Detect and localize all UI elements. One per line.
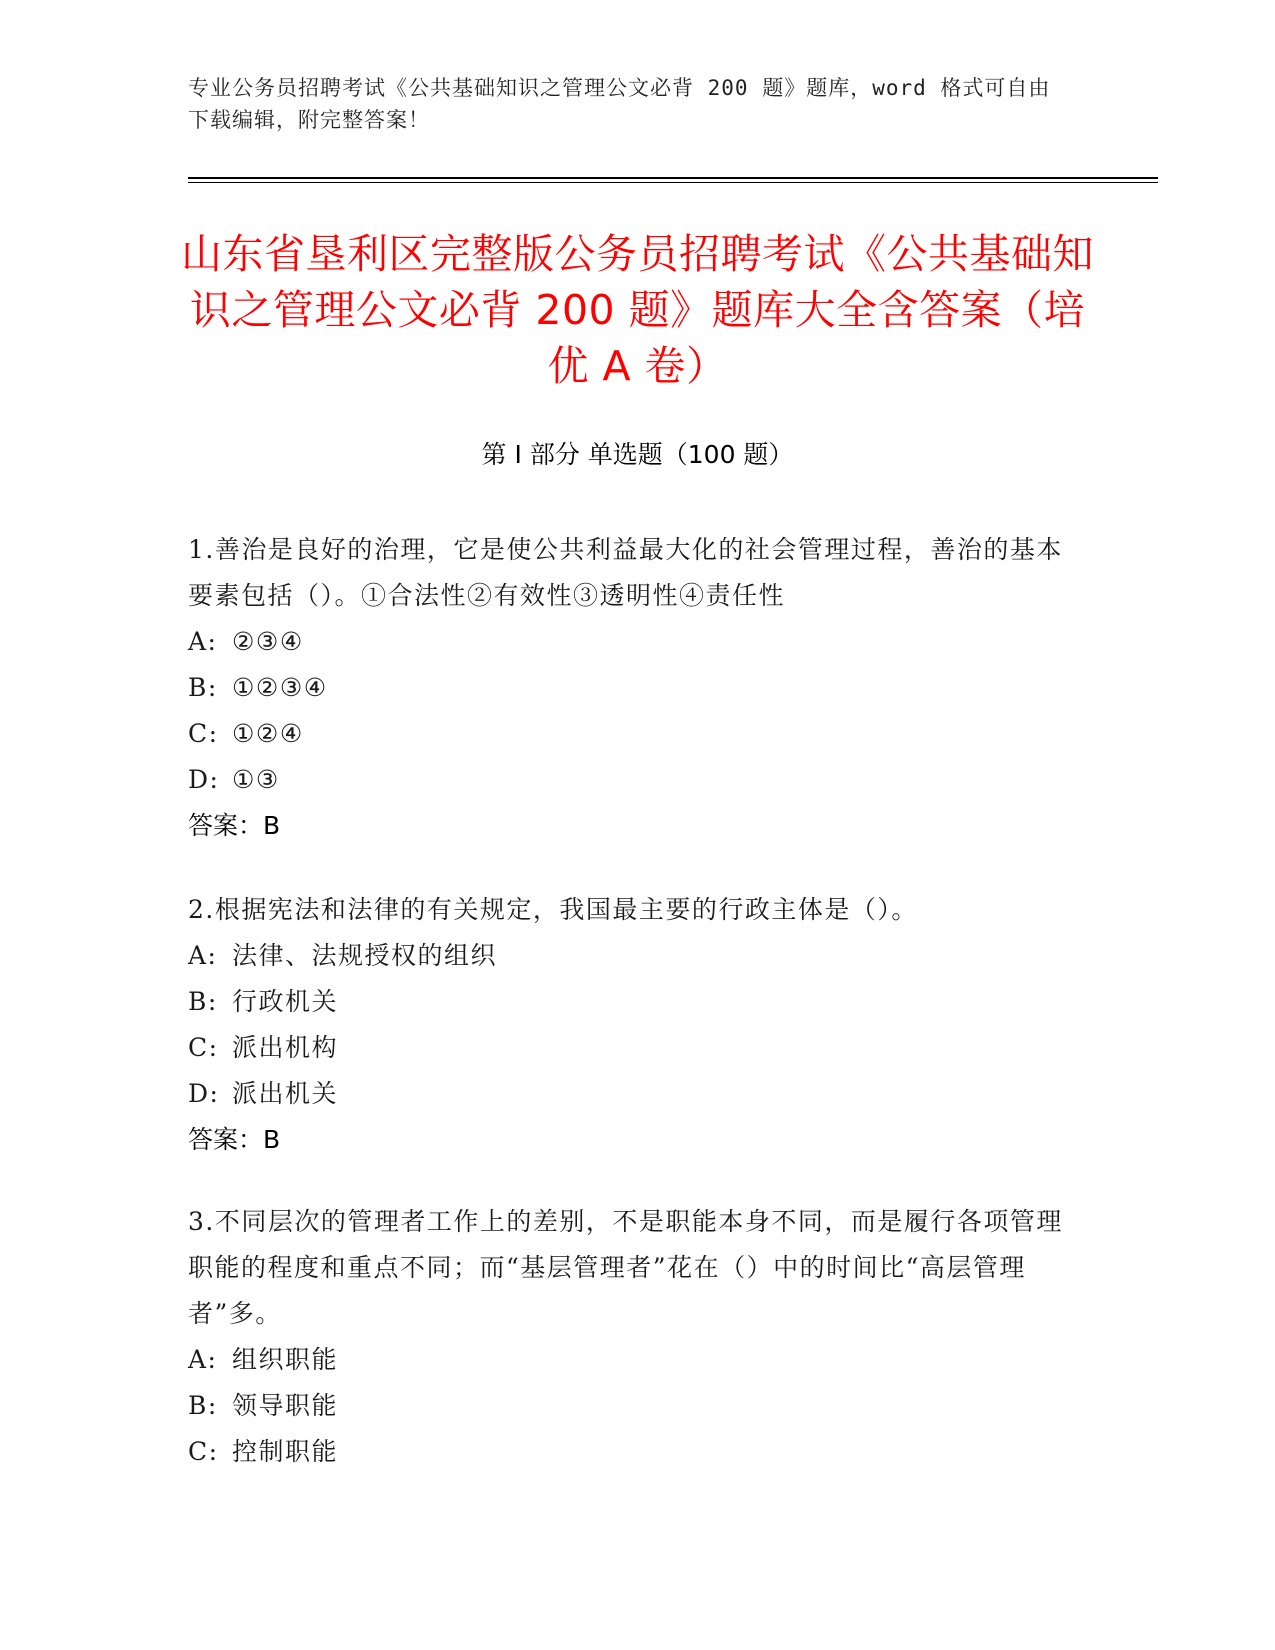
option-c bbox=[188, 711, 1068, 757]
option-a bbox=[188, 1337, 1068, 1383]
option-text: 法律、法规授权的组织 bbox=[232, 941, 498, 970]
option-d bbox=[188, 757, 1068, 803]
option-key: A: bbox=[188, 1345, 218, 1374]
option-d bbox=[188, 1071, 1068, 1117]
option-text: 行政机关 bbox=[232, 987, 339, 1016]
option-a bbox=[188, 933, 1068, 979]
option-text: ①③ bbox=[232, 765, 280, 794]
option-text: 派出机关 bbox=[232, 1079, 339, 1108]
option-key: B: bbox=[188, 1391, 218, 1420]
option-key: D: bbox=[188, 1079, 220, 1108]
option-text: ①②③④ bbox=[232, 673, 328, 702]
option-key: A: bbox=[188, 627, 218, 656]
answer: 答案：B bbox=[188, 1125, 281, 1154]
option-b bbox=[188, 979, 1068, 1025]
option-key: C: bbox=[188, 1437, 219, 1466]
option-key: D: bbox=[188, 765, 220, 794]
option-c bbox=[188, 1429, 1068, 1475]
option-text: 领导职能 bbox=[232, 1391, 339, 1420]
section-title: 第 I 部分 单选题（100 题） bbox=[481, 440, 794, 469]
answer: 答案：B bbox=[188, 811, 281, 840]
question-3 bbox=[188, 1199, 1068, 1475]
option-text: 控制职能 bbox=[232, 1437, 339, 1466]
option-text: ②③④ bbox=[232, 627, 304, 656]
option-text: 组织职能 bbox=[232, 1345, 339, 1374]
option-key: B: bbox=[188, 987, 218, 1016]
question-1 bbox=[188, 527, 1068, 849]
header-note: 专业公务员招聘考试《公共基础知识之管理公文必背 200 题》题库，word 格式可自由下载编辑，附完整答案！ bbox=[188, 76, 1051, 132]
option-key: C: bbox=[188, 1033, 219, 1062]
header-divider-thin bbox=[188, 182, 1158, 183]
question-stem: 1.善治是良好的治理，它是使公共利益最大化的社会管理过程，善治的基本要素包括（）。①合法性②有效性③透明性④责任性 bbox=[188, 535, 1063, 610]
document-title: 山东省垦利区完整版公务员招聘考试《公共基础知识之管理公文必背 200 题》题库大全含答案（培优 A 卷） bbox=[181, 230, 1094, 390]
option-a bbox=[188, 619, 1068, 665]
question-stem: 2.根据宪法和法律的有关规定，我国最主要的行政主体是（）。 bbox=[188, 895, 918, 924]
option-text: 派出机构 bbox=[232, 1033, 339, 1062]
option-key: A: bbox=[188, 941, 218, 970]
question-stem: 3.不同层次的管理者工作上的差别，不是职能本身不同，而是履行各项管理职能的程度和重点不同；而“基层管理者”花在（）中的时间比“高层管理者”多。 bbox=[188, 1207, 1063, 1328]
option-text: ①②④ bbox=[232, 719, 304, 748]
option-b bbox=[188, 665, 1068, 711]
question-2 bbox=[188, 887, 1068, 1163]
option-c bbox=[188, 1025, 1068, 1071]
header-divider bbox=[188, 177, 1158, 179]
option-b bbox=[188, 1383, 1068, 1429]
option-key: B: bbox=[188, 673, 218, 702]
option-key: C: bbox=[188, 719, 219, 748]
